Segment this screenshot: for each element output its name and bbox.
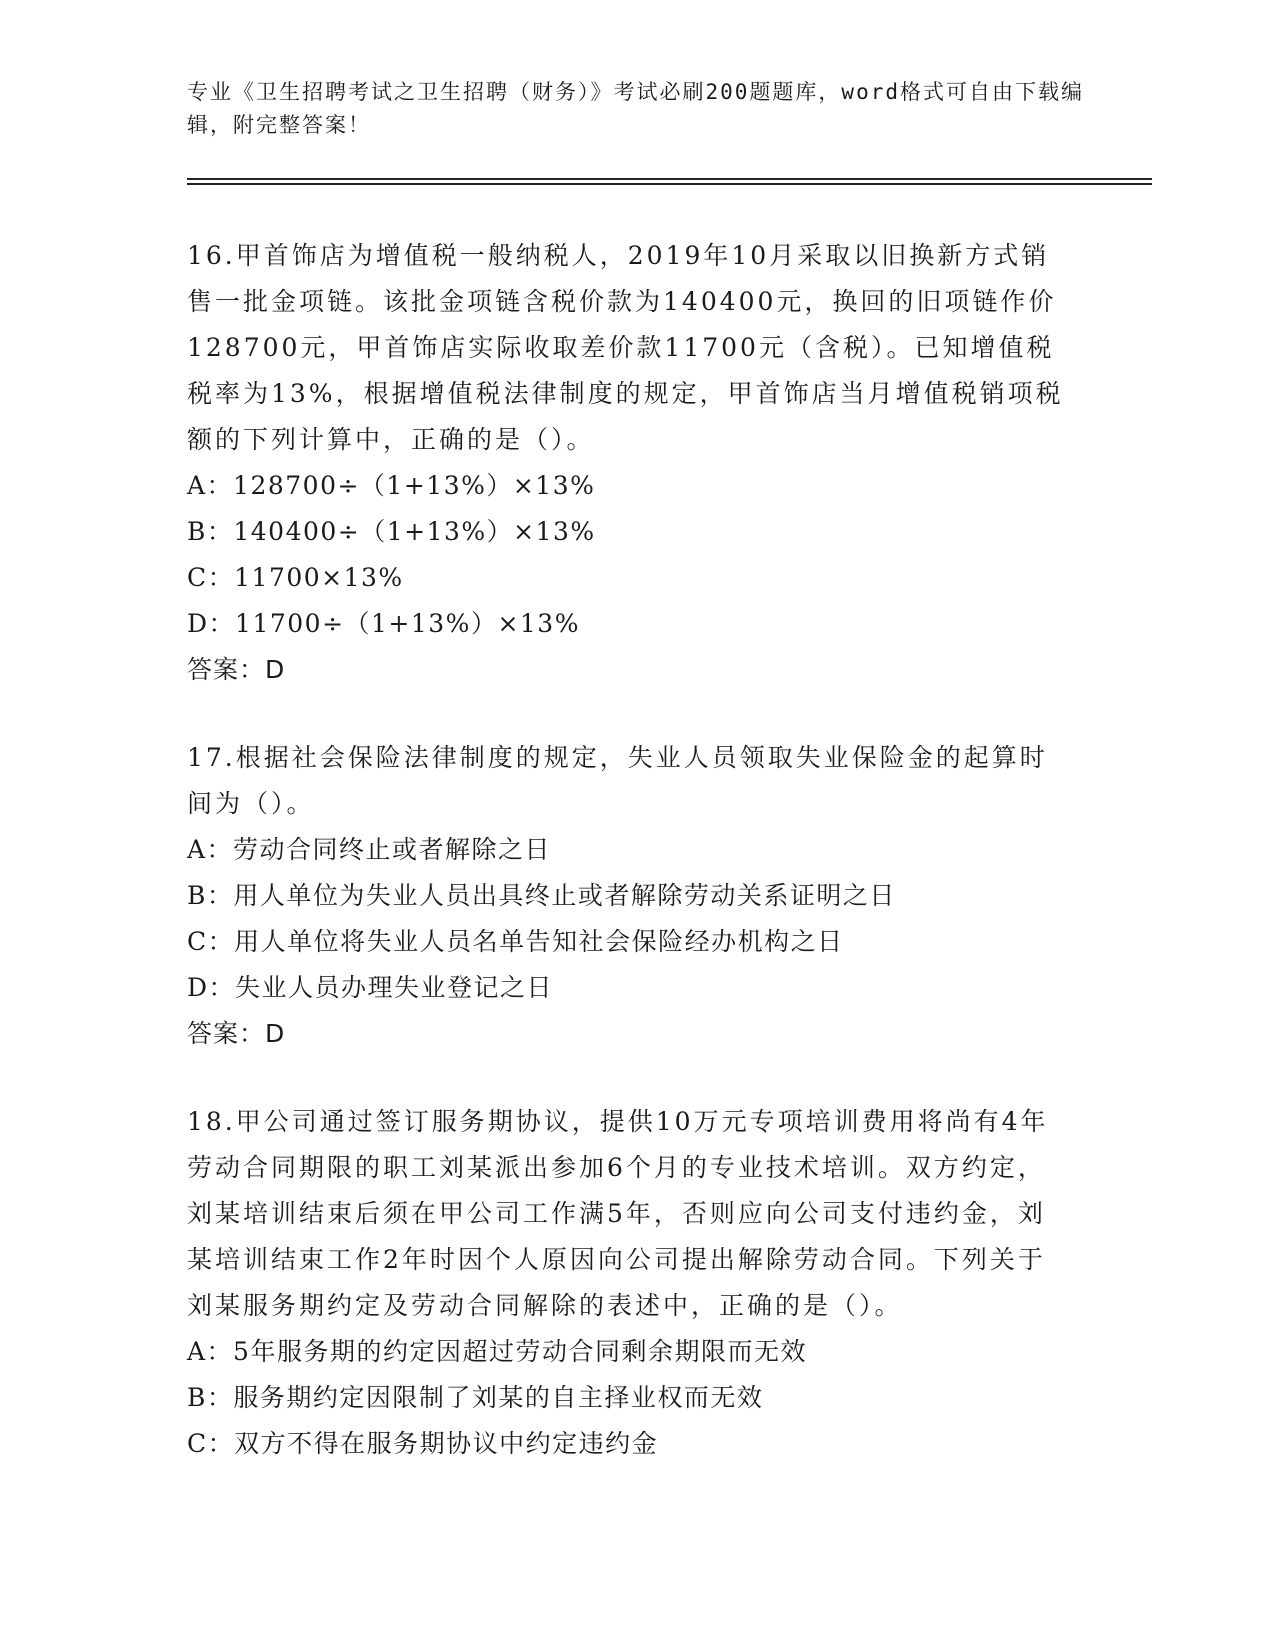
option-c: C：11700×13% <box>187 563 404 592</box>
option-b: B：用人单位为失业人员出具终止或者解除劳动关系证明之日 <box>187 881 896 910</box>
question-stem: 18.甲公司通过签订服务期协议，提供10万元专项培训费用将尚有4年劳动合同期限的职工刘某派出参加6个月的专业技术培训。双方约定，刘某培训结束后须在甲公司工作满5年，否则应向公司支付违约金，刘某培训结束工作2年时因个人原因向公司提出解除劳动合同。下列关于刘某服务期约定及劳动合同解除的表述中，正确的是（）。 <box>187 1107 1049 1320</box>
answer-label: 答案：D <box>187 1019 286 1048</box>
question-17 <box>187 735 1072 1057</box>
document-header: 专业《卫生招聘考试之卫生招聘（财务）》考试必刷200题题库，word格式可自由下载编辑，附完整答案！ <box>187 80 1084 137</box>
question-18 <box>187 1099 1072 1467</box>
option-a: A：5年服务期的约定因超过劳动合同剩余期限而无效 <box>187 1337 807 1366</box>
question-stem: 17.根据社会保险法律制度的规定，失业人员领取失业保险金的起算时间为（）。 <box>187 743 1048 818</box>
question-stem: 16.甲首饰店为增值税一般纳税人，2019年10月采取以旧换新方式销售一批金项链。该批金项链含税价款为140400元，换回的旧项链作价128700元，甲首饰店实际收取差价款11700元（含税）。已知增值税税率为13%，根据增值税法律制度的规定，甲首饰店当月增值税销项税额的下列计算中，正确的是（）。 <box>187 241 1064 454</box>
option-a: A：128700÷（1+13%）×13% <box>187 471 596 500</box>
option-d: D：失业人员办理失业登记之日 <box>187 973 554 1002</box>
header-divider-bottom <box>187 183 1152 185</box>
question-16 <box>187 233 1072 693</box>
option-b: B：140400÷（1+13%）×13% <box>187 517 596 546</box>
answer-label: 答案：D <box>187 655 286 684</box>
option-a: A：劳动合同终止或者解除之日 <box>187 835 552 864</box>
header-divider-top <box>187 178 1152 180</box>
option-c: C：用人单位将失业人员名单告知社会保险经办机构之日 <box>187 927 844 956</box>
option-c: C：双方不得在服务期协议中约定违约金 <box>187 1429 659 1458</box>
option-d: D：11700÷（1+13%）×13% <box>187 609 580 638</box>
option-b: B：服务期约定因限制了刘某的自主择业权而无效 <box>187 1383 764 1412</box>
